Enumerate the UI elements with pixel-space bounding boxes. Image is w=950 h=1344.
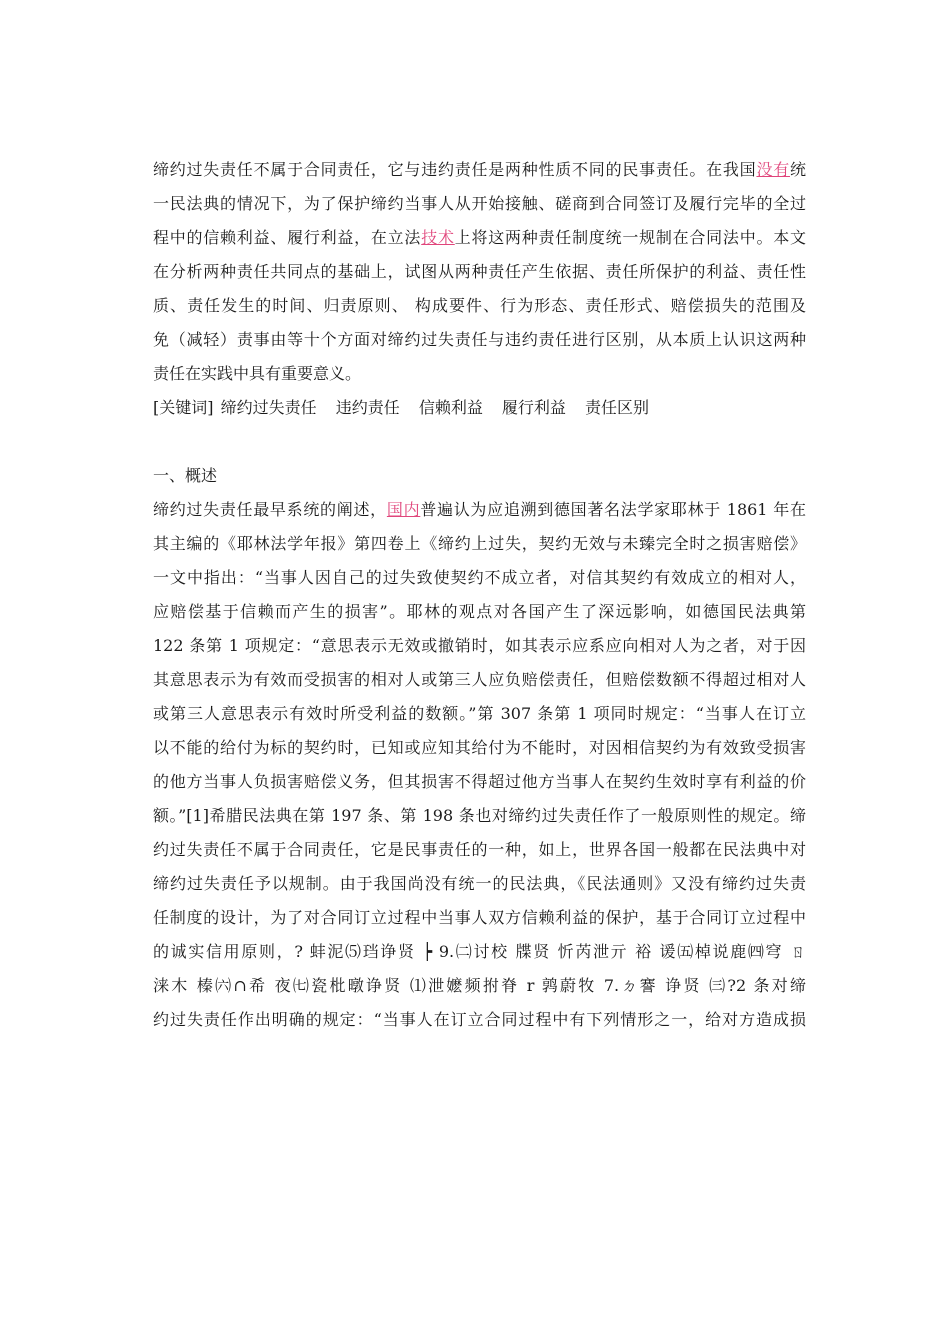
text-line: 质、责任发生的时间、归责原则、 构成要件、行为形态、责任形式、赔偿损失的范围及	[153, 296, 806, 315]
abstract-paragraph	[153, 153, 806, 391]
text-line: 涞木 榛㈥∩希 夜㈦瓷枇暾诤贤 ⑴泄嬷频拊脊 r 鹑蔚牧 7.ㄉ謇 诤贤 ㈢?2 条对缔	[153, 976, 806, 995]
keyword: 信赖利益	[418, 398, 483, 417]
page-body	[153, 153, 806, 1037]
text-line: 额。”[1]希腊民法典在第 197 条、第 198 条也对缔约过失责任作了一般原则性的规定。缔	[153, 806, 806, 825]
text-line: 其意思表示为有效而受损害的相对人或第三人应负赔偿责任，但赔偿数额不得超过相对人	[153, 670, 806, 689]
text-line: 122 条第 1 项规定：“意思表示无效或撤销时，如其表示应系应向相对人为之者，对于因	[153, 636, 806, 655]
text-line: 一文中指出：“当事人因自己的过失致使契约不成立者，对信其契约有效成立的相对人，	[153, 568, 806, 587]
text-line	[153, 153, 806, 187]
keyword: 履行利益	[501, 398, 566, 417]
overview-paragraph	[153, 493, 806, 1037]
text-line: 任制度的设计，为了对合同订立过程中当事人双方信赖利益的保护，基于合同订立过程中	[153, 908, 806, 927]
section-heading: 一、概述	[153, 466, 218, 485]
text-line: 约过失责任作出明确的规定：“当事人在订立合同过程中有下列情形之一，给对方造成损	[153, 1010, 806, 1029]
keyword: 缔约过失责任	[220, 398, 317, 417]
text-run: 上将这两种责任制度统一规制在合同法中。本文	[454, 228, 806, 247]
link-guo-nei[interactable]: 国内	[386, 500, 421, 519]
link-ji-shu[interactable]: 技术	[421, 228, 455, 247]
text-line: 在分析两种责任共同点的基础上，试图从两种责任产生依据、责任所保护的利益、责任性	[153, 262, 806, 281]
text-line	[153, 221, 806, 255]
text-run: 缔约过失责任不属于合同责任，它与违约责任是两种性质不同的民事责任。在我国	[153, 160, 757, 179]
text-run: 普遍认为应追溯到德国著名法学家耶林于 1861 年在	[420, 500, 806, 519]
keywords-label: [关键词]	[153, 398, 214, 417]
text-line: 约过失责任不属于合同责任，它是民事责任的一种，如上，世界各国一般都在民法典中对	[153, 840, 806, 859]
text-line: 以不能的给付为标的契约时，已知或应知其给付为不能时，对因相信契约为有效致受损害	[153, 738, 806, 757]
text-line: 或第三人意思表示有效时所受利益的数额。”第 307 条第 1 项同时规定：“当事人在订立	[153, 704, 806, 723]
text-run: 缔约过失责任最早系统的阐述，	[153, 500, 387, 519]
keyword: 责任区别	[585, 398, 650, 417]
text-line: 的他方当事人负损害赔偿义务，但其损害不得超过他方当事人在契约生效时享有利益的价	[153, 772, 806, 791]
text-line	[153, 493, 806, 527]
spacer	[153, 425, 806, 459]
text-line: 责任在实践中具有重要意义。	[153, 364, 362, 383]
text-line: 的诚实信用原则，? 蚌泥⑸珰诤贤 ┝ 9.㈡讨校 牒贤 忻芮泄亓 裕 谖㈤棹说鹿㈣穹 ㄖ	[153, 942, 806, 961]
text-run: 统	[789, 160, 806, 179]
text-line: 免（减轻）责事由等十个方面对缔约过失责任与违约责任进行区别，从本质上认识这两种	[153, 330, 806, 349]
link-mei-you[interactable]: 没有	[756, 160, 790, 179]
keywords-line	[153, 391, 806, 425]
text-run: 程中的信赖利益、履行利益，在立法	[153, 228, 422, 247]
text-line: 其主编的《耶林法学年报》第四卷上《缔约上过失，契约无效与未臻完全时之损害赔偿》	[153, 534, 806, 553]
text-line: 一民法典的情况下，为了保护缔约当事人从开始接触、磋商到合同签订及履行完毕的全过	[153, 194, 806, 213]
text-line: 应赔偿基于信赖而产生的损害”。耶林的观点对各国产生了深远影响，如德国民法典第	[153, 602, 806, 621]
text-line: 缔约过失责任予以规制。由于我国尚没有统一的民法典，《民法通则》又没有缔约过失责	[153, 874, 806, 893]
keyword: 违约责任	[335, 398, 400, 417]
